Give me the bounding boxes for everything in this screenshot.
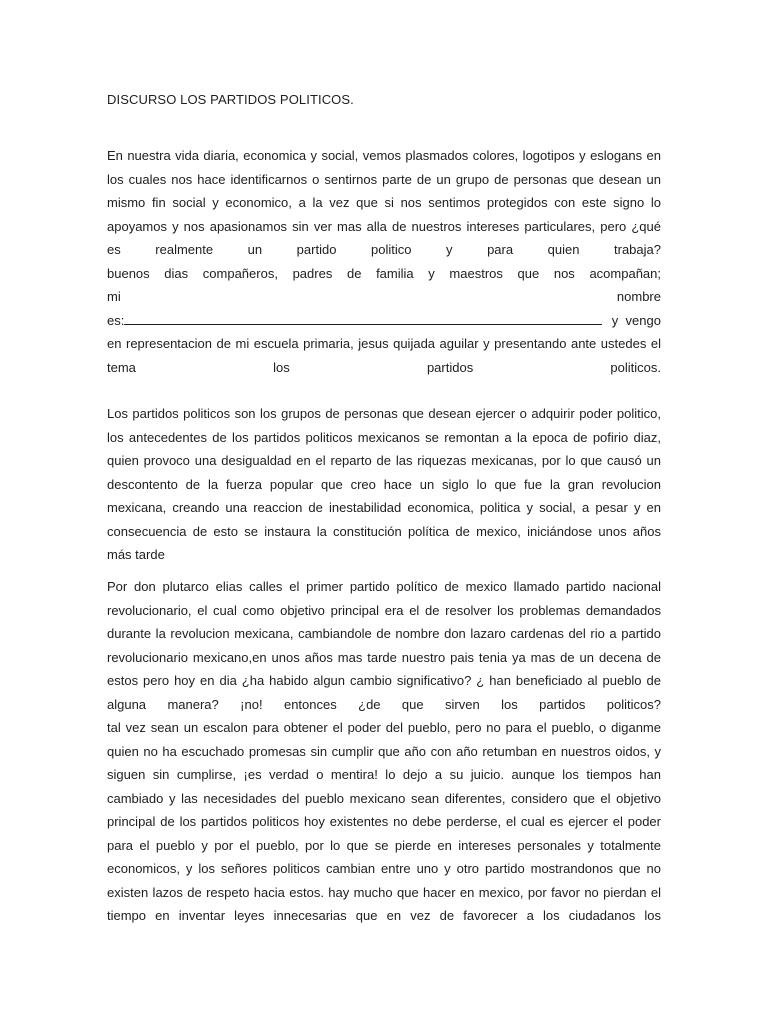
name-continuation: y vengo <box>611 312 661 328</box>
text-line: principal de los partidos politicos hoy existentes no debe perderse, el cual es ejercer el poder <box>107 814 661 829</box>
document-title: DISCURSO LOS PARTIDOS POLITICOS. <box>107 92 354 107</box>
text-line: mexicana, creando una reaccion de inestabilidad economica, politica y social, a pesar y en <box>107 500 661 515</box>
text-line: descontento de la fuerza popular que creo hace un siglo lo que fue la gran revolucion <box>107 476 661 492</box>
text-line: alguna manera? ¡no! entonces ¿de que sirven los partidos politicos? <box>107 696 661 712</box>
text-line: quien no ha escuchado promesas sin cumplir que año con año retumban en nuestros oidos, y <box>107 743 661 759</box>
paragraph-3 <box>107 575 661 928</box>
text-line: cambiado y las necesidades del pueblo mexicano sean diferentes, considero que el objetivo <box>107 790 661 806</box>
text-line: Los partidos politicos son los grupos de personas que desean ejercer o adquirir poder politico, <box>107 406 661 421</box>
text-line: revolucionario mexicano,en unos años mas tarde nuestro pais tenia ya mas de un decena de <box>107 649 661 665</box>
name-blank <box>124 312 602 325</box>
text-line: más tarde <box>107 547 165 562</box>
text-line: buenos dias compañeros, padres de familia y maestros que nos acompañan; <box>107 265 661 281</box>
text-line: durante la revolucion mexicana, cambiandole de nombre don lazaro cardenas del rio a partido <box>107 626 661 641</box>
text-line: existen lazos de respeto hacia estos. hay mucho que hacer en mexico, por favor no pierdan el <box>107 884 661 900</box>
text-line: siguen sin cumplirse, ¡es verdad o mentira! lo dejo a su juicio. aunque los tiempos han <box>107 767 661 782</box>
name-blank-line <box>107 309 661 333</box>
paragraph-2 <box>107 402 661 567</box>
text-line: tiempo en inventar leyes innecesarias que en vez de favorecer a los ciudadanos los <box>107 908 661 923</box>
text-line: en representacion de mi escuela primaria, jesus quijada aguilar y presentando ante ustedes el <box>107 336 661 351</box>
text-line: tema los partidos politicos. <box>107 359 661 375</box>
paragraph-1 <box>107 144 661 379</box>
text-line: apoyamos y nos apasionamos sin ver mas alla de nuestros intereses particulares, pero ¿qué <box>107 218 661 234</box>
text-line: En nuestra vida diaria, economica y social, vemos plasmados colores, logotipos y eslogans en <box>107 148 661 163</box>
text-line: consecuencia de esto se instaura la constitución política de mexico, iniciándose unos años <box>107 523 661 539</box>
text-line: economicos, y los señores politicos cambian entre uno y otro partido mostrandonos que no <box>107 861 661 876</box>
text-line: revolucionario, el cual como objetivo principal era el de resolver los problemas demandados <box>107 602 661 618</box>
text-line: Por don plutarco elias calles el primer partido político de mexico llamado partido nacional <box>107 579 661 594</box>
text-line: los antecedentes de los partidos politicos mexicanos se remontan a la epoca de pofirio diaz, <box>107 429 661 445</box>
text-line: los cuales nos hace identificarnos o sentirnos parte de un grupo de personas que desean un <box>107 171 661 187</box>
text-line: mi nombre <box>107 289 661 304</box>
text-line: tal vez sean un escalon para obtener el poder del pueblo, pero no para el pueblo, o diganme <box>107 720 661 735</box>
text-line: mismo fin social y economico, a la vez que si nos sentimos protegidos con este signo lo <box>107 195 661 210</box>
name-label: es: <box>107 312 125 328</box>
text-line: quien provoco una desigualdad en el reparto de las riquezas mexicanas, por lo que causó un <box>107 453 661 468</box>
text-line: es realmente un partido politico y para quien trabaja? <box>107 242 661 257</box>
text-line: estos pero hoy en dia ¿ha habido algun cambio significativo? ¿ han beneficiado al pueblo de <box>107 673 661 688</box>
text-line: para el pueblo y por el pueblo, por lo que se pierde en intereses personales y totalmente <box>107 837 661 853</box>
